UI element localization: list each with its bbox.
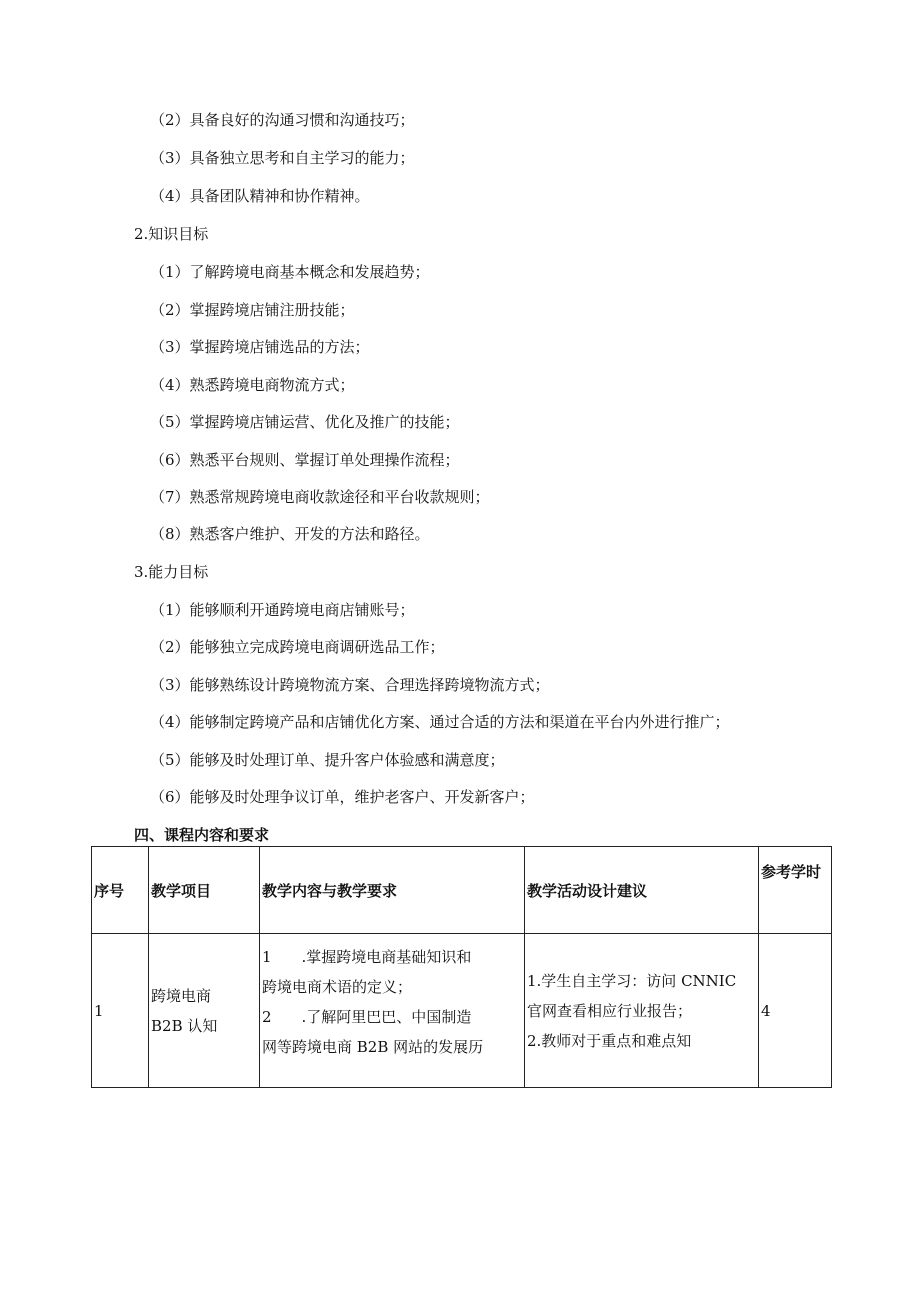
cell-no: 1: [92, 934, 149, 1088]
content-line-3: 2 .了解阿里巴巴、中国制造: [262, 1008, 472, 1026]
knowledge-item-5: （5）掌握跨境店铺运营、优化及推广的技能；: [150, 413, 460, 431]
activity-line-1: 1.学生自主学习：访问 CNNIC: [527, 971, 737, 990]
knowledge-item-8: （8）熟悉客户维护、开发的方法和路径。: [150, 525, 430, 543]
ability-heading: 3.能力目标: [134, 563, 209, 581]
activity-line-2: 官网查看相应行业报告；: [527, 1001, 693, 1020]
ability-item-4: （4）能够制定跨境产品和店铺优化方案、通过合适的方法和渠道在平台内外进行推广；: [150, 713, 730, 731]
knowledge-heading: 2.知识目标: [134, 225, 209, 243]
header-activity: 教学活动设计建议: [525, 847, 759, 934]
knowledge-item-4: （4）熟悉跨境电商物流方式；: [150, 376, 355, 394]
section-heading: 四、课程内容和要求: [134, 826, 270, 844]
knowledge-item-1: （1）了解跨境电商基本概念和发展趋势；: [150, 263, 430, 281]
table-header-row: [92, 847, 832, 934]
cell-content: [260, 934, 525, 1088]
header-content: 教学内容与教学要求: [260, 847, 525, 934]
header-project: 教学项目: [149, 847, 260, 934]
header-no: 序号: [92, 847, 149, 934]
knowledge-item-7: （7）熟悉常规跨境电商收款途径和平台收款规则；: [150, 488, 490, 506]
cell-activity: [525, 934, 759, 1088]
content-line-4: 网等跨境电商 B2B 网站的发展历: [262, 1038, 484, 1056]
ability-item-2: （2）能够独立完成跨境电商调研选品工作；: [150, 638, 445, 656]
knowledge-item-2: （2）掌握跨境店铺注册技能；: [150, 301, 355, 319]
project-line-1: 跨境电商: [151, 986, 212, 1005]
cell-hours: 4: [759, 934, 832, 1088]
course-content-table: [91, 846, 832, 1088]
content-line-2: 跨境电商术语的定义；: [262, 978, 413, 996]
quality-item-2: （2）具备良好的沟通习惯和沟通技巧；: [150, 111, 415, 129]
content-line-1: 1 .掌握跨境电商基础知识和: [262, 948, 472, 966]
quality-item-3: （3）具备独立思考和自主学习的能力；: [150, 149, 415, 167]
table-row: [92, 934, 832, 1088]
knowledge-item-6: （6）熟悉平台规则、掌握订单处理操作流程；: [150, 451, 460, 469]
project-line-2: B2B 认知: [151, 1016, 218, 1035]
ability-item-5: （5）能够及时处理订单、提升客户体验感和满意度；: [150, 751, 505, 769]
activity-line-3: 2.教师对于重点和难点知: [527, 1031, 692, 1050]
cell-project: [149, 934, 260, 1088]
knowledge-item-3: （3）掌握跨境店铺选品的方法；: [150, 338, 370, 356]
ability-item-1: （1）能够顺利开通跨境电商店铺账号；: [150, 601, 415, 619]
ability-item-3: （3）能够熟练设计跨境物流方案、合理选择跨境物流方式；: [150, 676, 550, 694]
ability-item-6: （6）能够及时处理争议订单，维护老客户、开发新客户；: [150, 788, 535, 806]
header-hours: 参考学时: [759, 847, 832, 934]
quality-item-4: （4）具备团队精神和协作精神。: [150, 187, 370, 205]
